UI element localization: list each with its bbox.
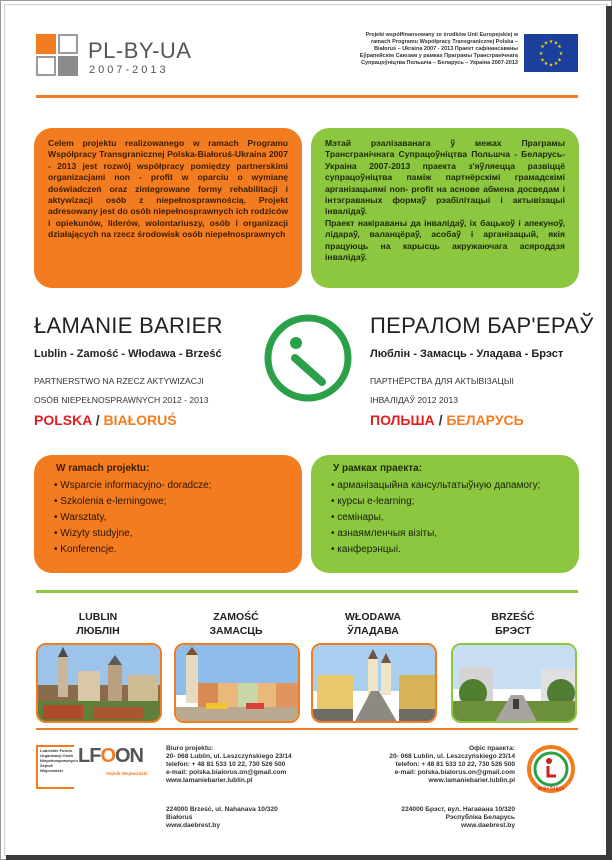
foon-wordmark — [78, 745, 143, 768]
partner-street: 224000 Brześć, ul. Nahanava 10/320 — [166, 806, 278, 813]
office-street: 20- 068 Lublin, ul. Leszczyńskiego 23/14 — [389, 753, 515, 760]
office-website-link[interactable]: www.lamaniebarier.lublin.pl — [166, 777, 253, 784]
program-logo-title: PL-BY-UA — [88, 38, 192, 63]
city-label-zamosc — [174, 610, 298, 638]
funding-statement: Projekt współfinansowany ze środków Unii Europejskiej w ramach Programu Współpracy Transgranicznej Polska – Białoruś – Ukraina 2007 - 2013 Праект сафінансаваны Еўрапейскім Саюзам у рамках Праграмы Трансгранічнага Супрацоўніцтва Польшча – Беларусь – Украіна 2007-2013 — [359, 32, 518, 66]
svg-text:★: ★ — [540, 57, 545, 64]
country-poland-by: ПОЛЬША — [370, 412, 435, 428]
activities-list-polish — [54, 478, 288, 558]
activities-list-belarusian — [331, 478, 565, 558]
frame-shadow-right — [606, 6, 612, 860]
list-item: • курсы e-learning; — [331, 494, 565, 510]
footer-divider — [36, 728, 578, 730]
city-name-by: ЗАМАСЦЬ — [209, 625, 263, 637]
office-email[interactable]: e-mail: polska.bialorus.on@gmail.com — [166, 769, 287, 776]
city-label-wlodawa — [311, 610, 435, 638]
svg-text:★: ★ — [557, 57, 562, 64]
header-divider — [36, 95, 578, 98]
partner-address-polish — [166, 806, 316, 830]
photo-zamosc — [174, 643, 300, 723]
photo-brest — [451, 643, 577, 723]
office-heading: Офіс праекта: — [469, 745, 515, 752]
intro-text-polish: Celem projektu realizowanego w ramach Programu Współpracy Transgranicznej Polska-Białoruś-Ukraina 2007 - 2013 jest rozwój współpracy pomiędzy partnerskimi organizacjami non - profit w oparciu o wymianę doświadczeń oraz zintegrowane formy rehabilitacji i aktywizacji osób z niepełnosprawnością. Projekt adresowany jest do osób niepełnosprawnych ich rodziców i opiekunów, liderów, wolontariuszy, osób i organizacji działających na rzecz środowisk osób niepełnosprawnych — [48, 138, 288, 240]
city-name-pl: WŁODAWA — [345, 611, 401, 623]
office-address-belarusian — [355, 745, 515, 785]
country-slash-by: / — [438, 412, 443, 428]
country-belarus: BIAŁORUŚ — [103, 412, 177, 428]
cities-line-polish: Lublin - Zamość - Włodawa - Brześć — [34, 348, 222, 360]
project-emblem-icon — [262, 312, 354, 404]
foon-wordmark-part: ON — [115, 745, 143, 767]
svg-text:★: ★ — [543, 61, 549, 67]
svg-text:ИНВАЛИДОВ: ИНВАЛИДОВ — [537, 786, 565, 791]
list-item: • арманізацыйна кансультатыўную дапамогу; — [331, 478, 565, 494]
foon-logo — [36, 745, 160, 789]
list-item: • Konferencje. — [54, 542, 288, 558]
foon-wordmark-o: O — [100, 745, 115, 767]
city-name-by: ЛЮБЛІН — [76, 625, 120, 637]
activities-box-belarusian — [311, 455, 579, 573]
partner-website-link[interactable]: www.daebrest.by — [166, 822, 220, 829]
city-label-lublin — [36, 610, 160, 638]
subtitle-belarusian — [370, 372, 600, 410]
city-name-pl: BRZEŚĆ — [491, 611, 535, 623]
subtitle-polish-line-2: OSÓB NIEPEŁNOSPRAWNYCH 2012 - 2013 — [34, 395, 209, 405]
list-item: • Wizyty studyjne, — [54, 526, 288, 542]
city-name-by: БРЭСТ — [495, 625, 531, 637]
svg-text:★: ★ — [557, 44, 562, 50]
city-name-pl: LUBLIN — [78, 611, 118, 623]
foon-subtitle: Sejmik Wojewódzki — [106, 771, 148, 776]
office-phone: telefon: + 48 81 533 10 22, 730 526 500 — [166, 761, 286, 768]
activities-heading-polish: W ramach projektu: — [56, 463, 150, 474]
office-email[interactable]: e-mail: polska.bialorus.on@gmail.com — [394, 769, 515, 776]
foon-org-name: Lubelskie Forum Organizacji Osób Niepełnosprawnych Sejmik Wojewódzki — [40, 748, 78, 773]
intro-box-belarusian — [311, 128, 579, 288]
office-street: 20- 068 Lublin, ul. Leszczyńskiego 23/14 — [166, 753, 292, 760]
partner-country: Рэспубліка Беларусь — [445, 814, 515, 821]
subtitle-belarusian-line-2: ІНВАЛІДАЎ 2012 2013 — [370, 395, 459, 405]
svg-text:★: ★ — [548, 39, 554, 45]
photo-lublin — [36, 643, 162, 723]
intro-text-belarusian-1: Мэтай рэалізаванага ў межах Праграмы Трансгранічнага Супрацоўніцтва Польшча - Беларусь-Украіна 2007-2013 праекта з'яўляецца развіццё супрацоўніцтва паміж партнёрскімі грамадскімі арганізацыямі non- profit на аснове абмена досведам і інтэграваных формаў рэабілітацыі і актывізацыі інвалідаў. — [325, 138, 565, 217]
svg-text:★: ★ — [553, 40, 559, 47]
subtitle-polish — [34, 372, 264, 410]
partner-logo-icon — [526, 744, 576, 794]
svg-text:★: ★ — [543, 40, 549, 47]
project-title-belarusian: ПЕРАЛОМ БАР'ЕРАЎ — [370, 313, 594, 338]
office-phone: telefon: + 48 81 533 10 22, 730 526 500 — [395, 761, 515, 768]
list-item: • Warsztaty, — [54, 510, 288, 526]
cities-divider — [36, 590, 578, 593]
partner-street: 224000 Брэст, вул. Нагавана 10/320 — [401, 806, 515, 813]
subtitle-belarusian-line-1: ПАРТНЁРСТВА ДЛЯ АКТЫВІЗАЦЫІ — [370, 376, 514, 386]
svg-text:★: ★ — [553, 61, 559, 67]
activities-heading-belarusian: У рамках праекта: — [333, 463, 423, 474]
intro-text-belarusian-2: Праект накіраваны да інвалідаў, іх бацькоў і апекуноў, лідараў, валанцёраў, асобаў і арганізацый, якія працуюць на карысць акружаючага асяроддзя інвалідаў. — [325, 217, 565, 263]
activities-box-polish — [34, 455, 302, 573]
foon-wordmark-part: LF — [78, 745, 101, 767]
list-item: • семінары, — [331, 510, 565, 526]
country-belarus-by: БЕЛАРУСЬ — [446, 412, 524, 428]
list-item: • Wsparcie informacyjno- doradcze; — [54, 478, 288, 494]
city-name-by: ЎЛАДАВА — [347, 625, 399, 637]
frame-shadow-bottom — [6, 855, 612, 860]
city-name-pl: ZAMOŚĆ — [213, 611, 259, 623]
project-title-polish: ŁAMANIE BARIER — [34, 313, 223, 338]
city-label-brest — [451, 610, 575, 638]
photo-wlodawa — [311, 643, 437, 723]
office-website-link[interactable]: www.lamaniebarier.lublin.pl — [428, 777, 515, 784]
country-slash: / — [95, 412, 100, 428]
partner-address-belarusian — [355, 806, 515, 830]
program-logo-icon — [36, 34, 78, 76]
countries-belarusian — [370, 412, 524, 428]
list-item: • канферэнцыі. — [331, 542, 565, 558]
partner-website-link[interactable]: www.daebrest.by — [461, 822, 515, 829]
svg-text:★: ★ — [538, 51, 544, 57]
subtitle-polish-line-1: PARTNERSTWO NA RZECZ AKTYWIZACJI — [34, 376, 204, 386]
partner-country: Białoruś — [166, 814, 193, 821]
svg-text:★: ★ — [540, 44, 545, 50]
list-item: • Szkolenia e-lerningowe; — [54, 494, 288, 510]
svg-text:★: ★ — [558, 51, 564, 57]
office-heading: Biuro projektu: — [166, 745, 214, 752]
eu-flag-icon — [524, 34, 578, 72]
cities-line-belarusian: Люблін - Замасць - Уладава - Брэст — [370, 348, 564, 360]
office-address-polish — [166, 745, 316, 785]
intro-box-polish — [34, 128, 302, 288]
program-logo-years: 2007-2013 — [89, 64, 169, 76]
list-item: • азнаямленчыя візіты, — [331, 526, 565, 542]
country-poland: POLSKA — [34, 412, 92, 428]
svg-text:★: ★ — [548, 62, 554, 69]
countries-polish — [34, 412, 177, 428]
